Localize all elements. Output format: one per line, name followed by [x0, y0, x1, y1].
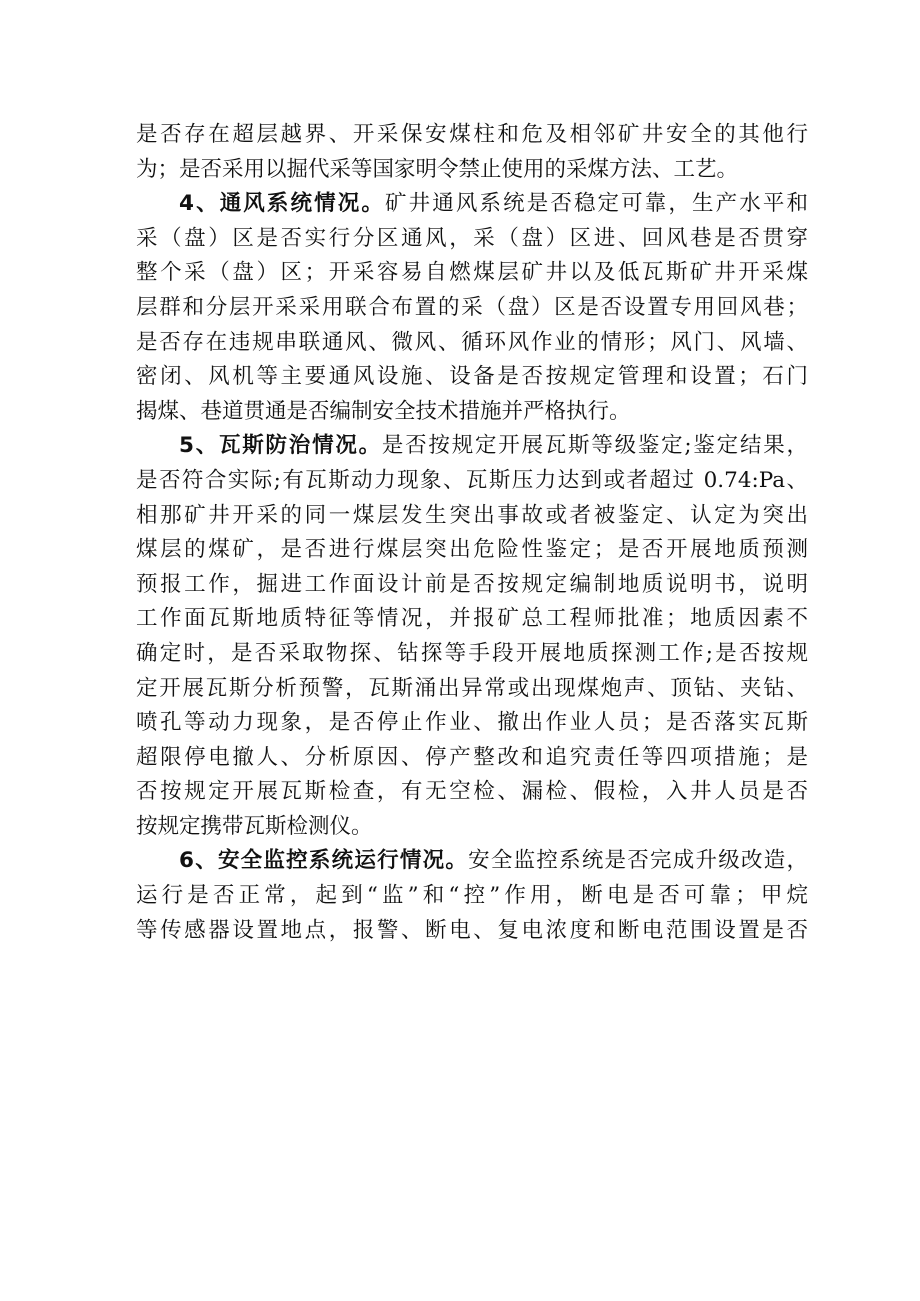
text-line: [136, 187, 808, 222]
text-line: 是否符合实际;有瓦斯动力现象、瓦斯压力达到或者超过 0.74:Pa、: [136, 467, 808, 493]
text-line: 否按规定开展瓦斯检查，有无空检、漏检、假检，入井人员是否: [136, 779, 808, 805]
text-line: 整个采（盘）区；开采容易自燃煤层矿井以及低瓦斯矿井开采煤: [136, 260, 808, 286]
text-line: 为；是否采用以掘代采等国家明令禁止使用的采煤方法、工艺。: [136, 156, 739, 182]
document-body: [136, 118, 808, 948]
section-heading-ventilation: 4、通风系统情况。: [179, 191, 386, 217]
section-heading-gas-control: 5、瓦斯防治情况。: [179, 433, 382, 459]
text-line: 工作面瓦斯地质特征等情况，并报矿总工程师批准；地质因素不: [136, 606, 808, 632]
text-line: 运行是否正常，起到“监”和“控”作用，断电是否可靠；甲烷: [136, 883, 808, 909]
text-line: 等传感器设置地点，报警、断电、复电浓度和断电范围设置是否: [136, 917, 808, 943]
text-line: 煤层的煤矿，是否进行煤层突出危险性鉴定；是否开展地质预测: [136, 537, 808, 563]
text-line: [136, 429, 808, 464]
text-line: 确定时，是否采取物探、钻探等手段开展地质探测工作;是否按规: [136, 640, 808, 666]
paragraph-safety-monitoring: [136, 844, 808, 948]
text-line: 采（盘）区是否实行分区通风，采（盘）区进、回风巷是否贯穿: [136, 225, 808, 251]
text-line: 相那矿井开采的同一煤层发生突出事故或者被鉴定、认定为突出: [136, 502, 808, 528]
text-line: 喷孔等动力现象，是否停止作业、撤出作业人员；是否落实瓦斯: [136, 710, 808, 736]
text-line: 是否存在超层越界、开采保安煤柱和危及相邻矿井安全的其他行: [136, 122, 808, 147]
text-line: 层群和分层开采采用联合布置的采（盘）区是否设置专用回风巷；: [136, 294, 808, 320]
text-line: 是否存在违规串联通风、微风、循环风作业的情形；风门、风墙、: [136, 329, 808, 355]
text-line: [136, 844, 808, 879]
text-run: 是否按规定开展瓦斯等级鉴定;鉴定结果，: [381, 433, 808, 459]
section-heading-safety-monitoring: 6、安全监控系统运行情况。: [179, 848, 469, 874]
paragraph-gas-control: [136, 429, 808, 844]
text-line: 密闭、风机等主要通风设施、设备是否按规定管理和设置；石门: [136, 364, 808, 390]
text-line: 揭煤、巷道贯通是否编制安全技术措施并严格执行。: [136, 398, 631, 424]
text-run: 安全监控系统是否完成升级改造，: [468, 848, 808, 874]
text-line: 定开展瓦斯分析预警，瓦斯涌出异常或出现煤炮声、顶钻、夹钻、: [136, 675, 808, 701]
text-line: 预报工作，掘进工作面设计前是否按规定编制地质说明书，说明: [136, 571, 808, 597]
paragraph-ventilation: [136, 187, 808, 429]
text-line: 按规定携带瓦斯检测仪。: [136, 813, 373, 839]
text-line: 超限停电撤人、分析原因、停产整改和追究责任等四项措施；是: [136, 744, 808, 770]
paragraph-continuation: [136, 118, 808, 187]
text-run: 矿井通风系统是否稳定可靠，生产水平和: [385, 191, 808, 217]
